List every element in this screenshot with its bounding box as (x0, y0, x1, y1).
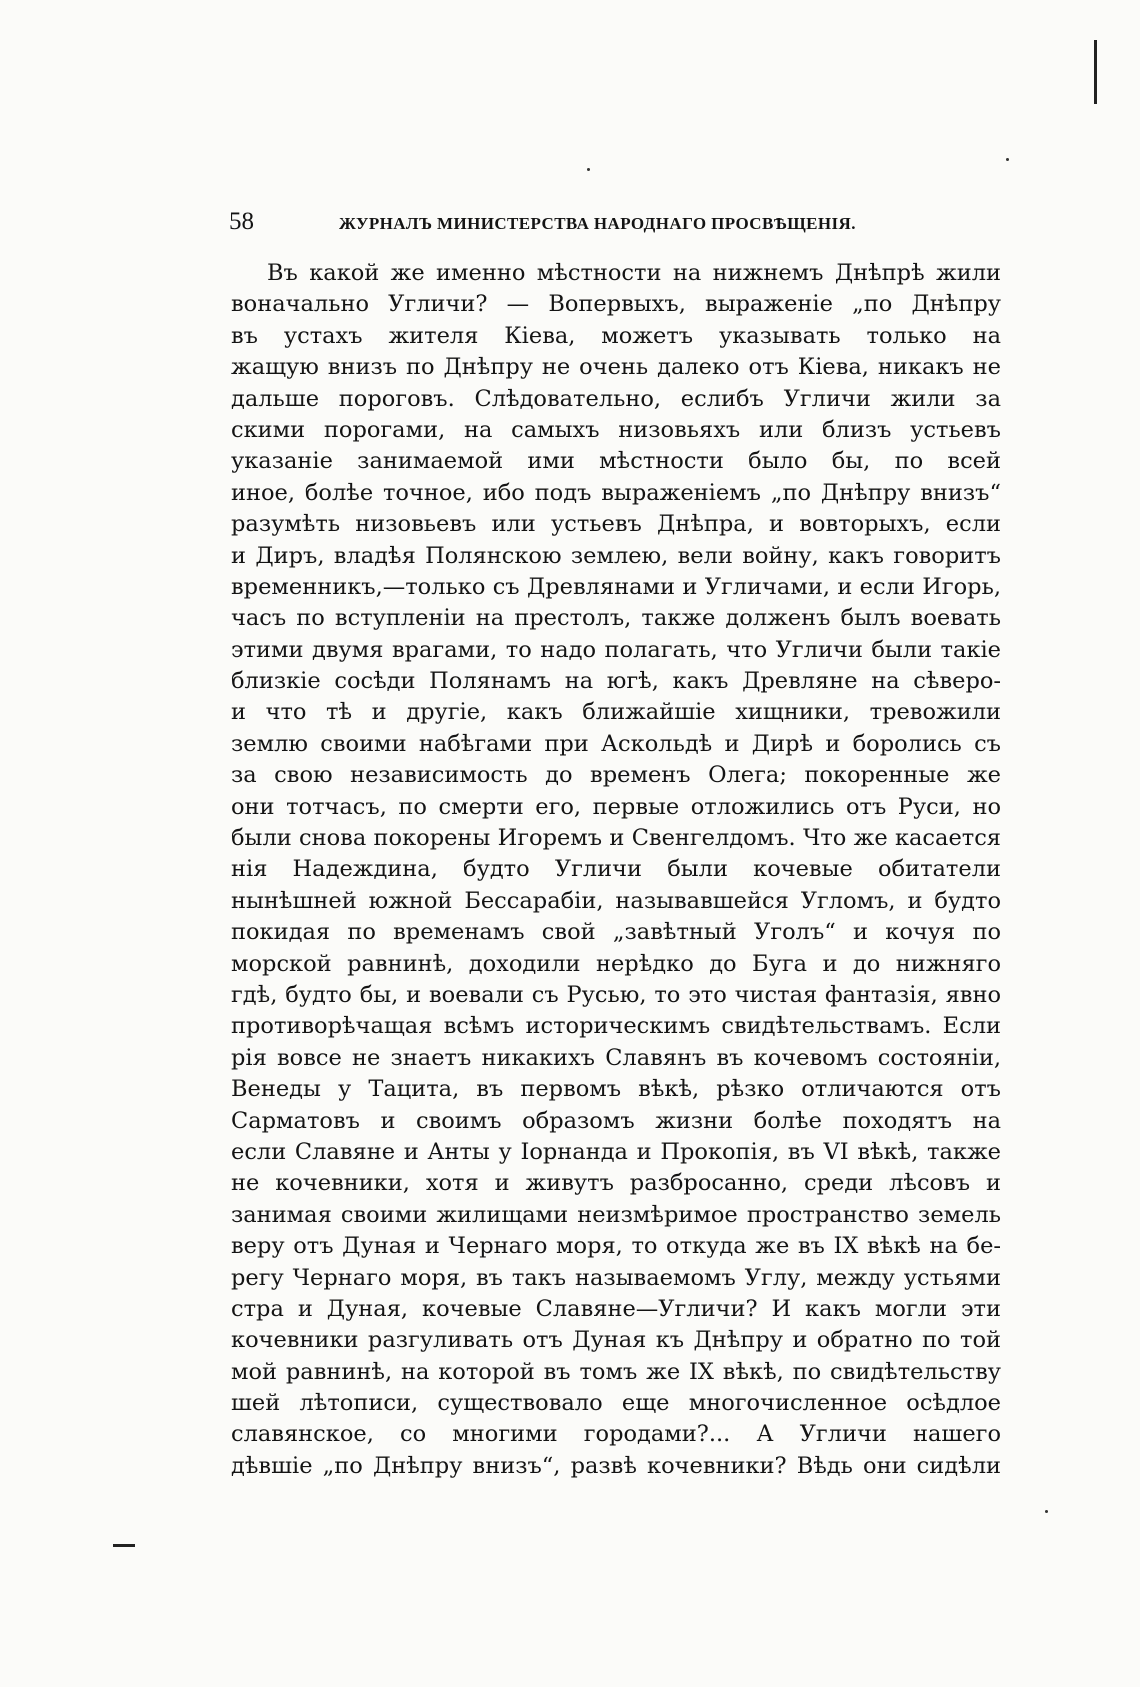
text-line: стра и Дуная, кочевые Славяне—Угличи? И какъ могли эти (231, 1295, 1001, 1322)
text-line: не кочевники, хотя и живутъ разбросанно, среди лѣсовъ и (231, 1170, 1001, 1197)
text-line: Сарматовъ и своимъ образомъ жизни болѣе походятъ на (231, 1107, 1001, 1134)
scan-dash-mark (113, 1544, 135, 1547)
page-number: 58 (229, 208, 254, 235)
text-line: близкіе сосѣди Полянамъ на югѣ, какъ Древляне на сѣверо- (231, 668, 1001, 695)
text-line: и что тѣ и другіе, какъ ближайшіе хищники, тревожили (231, 699, 1001, 726)
journal-title: ЖУРНАЛЪ МИНИСТЕРСТВА НАРОДНАГО ПРОСВѢЩЕНІЯ. (339, 214, 856, 233)
text-line: Въ какой же именно мѣстности на нижнемъ Днѣпрѣ жили (267, 260, 1001, 286)
text-line: временникъ,—только съ Древлянами и Угличами, и если Игорь, (231, 573, 1001, 600)
text-line: Венеды у Тацита, въ первомъ вѣкѣ, рѣзко отличаются отъ (231, 1076, 1001, 1103)
text-line: шей лѣтописи, существовало еще многочисленное осѣдлое (231, 1390, 1001, 1417)
text-line: занимая своими жилищами неизмѣримое пространство земель (231, 1201, 1001, 1228)
text-line: въ устахъ жителя Кіева, можетъ указывать только на (231, 322, 1001, 349)
text-line: дальше пороговъ. Слѣдовательно, еслибъ Угличи жили за (231, 385, 1001, 412)
text-line: нынѣшней южной Бессарабіи, называвшейся Угломъ, и будто (231, 887, 1001, 914)
text-line: морской равнинѣ, доходили нерѣдко до Буга и до нижняго (231, 950, 1001, 977)
text-line: покидая по временамъ свой „завѣтный Уголъ“ и кочуя по (231, 919, 1001, 946)
text-line: этими двумя врагами, то надо полагать, что Угличи были такіе (231, 636, 1001, 663)
text-line: рія вовсе не знаетъ никакихъ Славянъ въ кочевомъ состояніи, (231, 1044, 1001, 1071)
text-line: славянское, со многими городами?... А Угличи нашего (231, 1421, 1001, 1448)
text-line: жащую внизъ по Днѣпру не очень далеко отъ Кіева, никакъ не (231, 354, 1001, 381)
body-text (231, 258, 1001, 1482)
text-line: нія Надеждина, будто Угличи были кочевые обитатели (231, 856, 1001, 883)
text-line: гдѣ, будто бы, и воевали съ Русью, то это чистая фантазія, явно (231, 981, 1001, 1008)
scan-edge-mark (1094, 40, 1097, 104)
text-line: и Диръ, владѣя Полянскою землею, вели войну, какъ говоритъ (231, 542, 1001, 569)
text-line: разумѣть низовьевъ или устьевъ Днѣпра, и вовторыхъ, если (231, 511, 1001, 538)
text-line: были снова покорены Игоремъ и Свенгелдомъ. Что же касается (231, 825, 1001, 852)
text-line: кочевники разгуливать отъ Дуная къ Днѣпру и обратно по той (231, 1327, 1001, 1354)
text-line: веру отъ Дуная и Чернаго моря, то откуда же въ IX вѣкѣ на бе- (231, 1233, 1001, 1260)
text-line: землю своими набѣгами при Аскольдѣ и Дирѣ и боролись съ (231, 730, 1001, 757)
text-line: они тотчасъ, по смерти его, первые отложились отъ Руси, но (231, 793, 1001, 820)
text-line: противорѣчащая всѣмъ историческимъ свидѣтельствамъ. Если (231, 1013, 1001, 1040)
text-line: регу Чернаго моря, въ такъ называемомъ Углу, между устьями (231, 1264, 1001, 1291)
scan-speck (587, 168, 590, 171)
text-line: мой равнинѣ, на которой въ томъ же IX вѣкѣ, по свидѣтельству (231, 1358, 1001, 1385)
text-line: иное, болѣе точное, ибо подъ выраженіемъ „по Днѣпру внизъ“ (231, 479, 1001, 506)
text-line: часъ по вступленіи на престолъ, также долженъ былъ воевать (231, 605, 1001, 632)
running-head (229, 206, 1005, 246)
text-line: указаніе занимаемой ими мѣстности было бы, по всей (231, 448, 1001, 475)
text-line: скими порогами, на самыхъ низовьяхъ или близъ устьевъ (231, 416, 1001, 443)
text-line: дѣвшіе „по Днѣпру внизъ“, развѣ кочевники? Вѣдь они сидѣли (231, 1452, 1001, 1479)
scan-speck (1045, 1510, 1048, 1513)
text-line: за свою независимость до временъ Олега; покоренные же (231, 762, 1001, 789)
text-line: воначально Угличи? — Вопервыхъ, выраженіе „по Днѣпру (231, 291, 1001, 318)
text-line: если Славяне и Анты у Іорнанда и Прокопія, въ VI вѣкѣ, также (231, 1138, 1001, 1165)
scan-speck (1006, 158, 1009, 161)
